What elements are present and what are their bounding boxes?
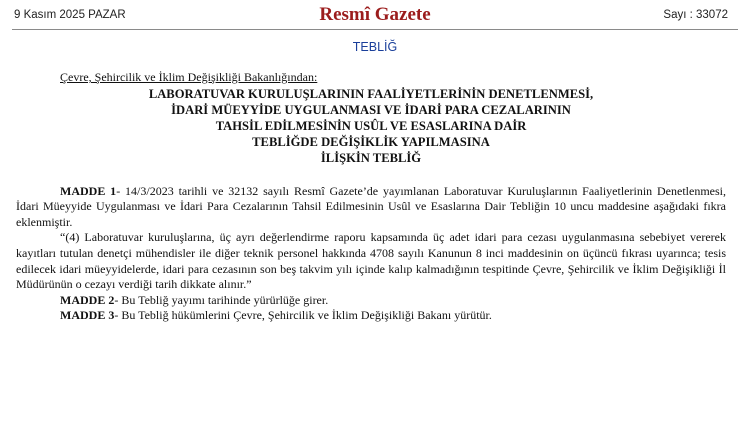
article-1	[16, 184, 726, 231]
article-1-label: MADDE 1	[60, 183, 117, 198]
issuer-line: Çevre, Şehircilik ve İklim Değişikliği Bakanlığından:	[60, 70, 318, 84]
gazette-name: Resmî Gazete	[319, 4, 431, 25]
article-1-text: - 14/3/2023 tarihli ve 32132 sayılı Resmî Gazete’de yayımlanan Laboratuvar Kuruluşlarının Faaliyetlerinin Denetlenmesi, İdari Müeyyide Uygulanması ve İdari Para Cezalarının Tahsil Edilmesinin Usûl ve Esaslarına Dair Tebliğin 10 uncu maddesine aşağıdaki fıkra eklenmiştir.	[16, 183, 726, 229]
article-2	[16, 293, 726, 309]
article-2-label: MADDE 2	[60, 292, 115, 307]
gazette-header	[0, 0, 750, 32]
header-date: 9 Kasım 2025 PAZAR	[14, 9, 126, 21]
document-body	[16, 70, 726, 324]
title-line: İDARİ MÜEYYİDE UYGULANMASI VE İDARİ PARA CEZALARININ	[171, 102, 571, 117]
article-3	[16, 308, 726, 324]
article-3-label: MADDE 3	[60, 308, 115, 323]
article-3-text: - Bu Tebliğ hükümlerini Çevre, Şehircilik ve İklim Değişikliği Bakanı yürütür.	[114, 308, 492, 323]
issue-number: Sayı : 33072	[663, 9, 728, 21]
article-2-text: - Bu Tebliğ yayımı tarihinde yürürlüğe girer.	[114, 292, 329, 307]
header-divider	[12, 29, 738, 30]
title-line: TEBLİĞDE DEĞİŞİKLİK YAPILMASINA	[252, 135, 490, 150]
document-title	[16, 86, 726, 167]
title-line: LABORATUVAR KURULUŞLARININ FAALİYETLERİNİN DENETLENMESİ,	[148, 86, 594, 101]
title-line: TAHSİL EDİLMESİNİN USÛL VE ESASLARINA DAİR	[215, 119, 527, 133]
title-line: İLİŞKİN TEBLİĞ	[320, 151, 422, 166]
spacer	[16, 167, 726, 184]
section-heading: TEBLİĞ	[352, 40, 398, 54]
amendment-quote: “(4) Laboratuvar kuruluşlarına, üç ayrı değerlendirme raporu kapsamında üç adet idari para cezası uygulanmasına sebebiyet vererek kayıtları tutulan denetçi mühendisler ile diğer teknik personel hakkında 4708 sayılı Kanunun 8 inci maddesinin on üçüncü fıkrası uyarınca; tesis edilecek idari müeyyidelerde, idari para cezasının son beş takvim yılı içinde kalıp kalmadığının tespitinde Çevre, Şehircilik ve İklim Değişikliği İl Müdürünün o cezayı verdiği tarih dikkate alınır.”	[16, 230, 726, 292]
